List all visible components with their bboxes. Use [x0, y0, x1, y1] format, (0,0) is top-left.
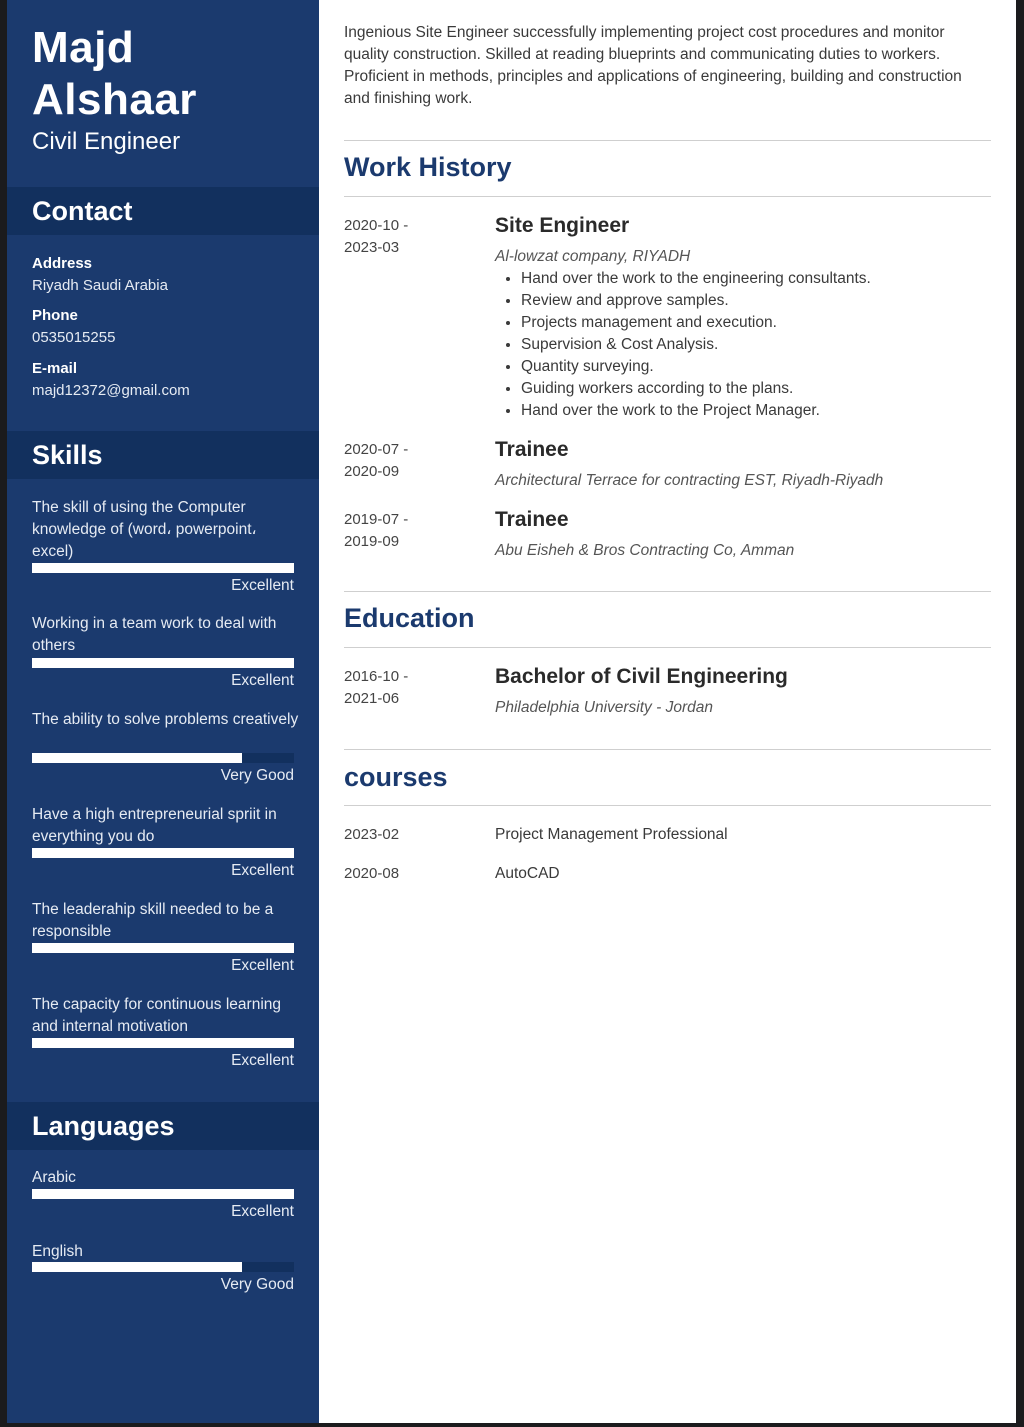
languages-heading: Languages: [32, 1111, 175, 1141]
job-date-end: 2019-09: [344, 533, 400, 550]
languages-band: [7, 1102, 319, 1150]
course-name: AutoCAD: [495, 865, 560, 882]
contact-band: [7, 187, 319, 235]
skill-bar-fill: [32, 848, 294, 858]
job-company: Al-lowzat company, RIYADH: [495, 248, 691, 265]
language-bar: [32, 1262, 294, 1272]
skill-text: Have a high entrepreneurial spriit in everything you do: [32, 806, 277, 845]
divider: [344, 140, 991, 141]
language-bar-fill: [32, 1189, 294, 1199]
job-company: Abu Eisheh & Bros Contracting Co, Amman: [495, 542, 795, 559]
phone-label: Phone: [32, 307, 78, 324]
job-date-start: 2020-10 -: [344, 217, 409, 234]
duty-item: • Hand over the work to the engineering consultants.: [521, 268, 871, 290]
divider: [344, 749, 991, 750]
job-date-start: 2020-07 -: [344, 441, 409, 458]
skill-bar: [32, 658, 294, 668]
address-value: Riyadh Saudi Arabia: [32, 277, 168, 294]
skill-bar-fill: [32, 753, 242, 763]
skill-text: The capacity for continuous learning and internal motivation: [32, 996, 282, 1035]
duty-item: • Projects management and execution.: [521, 312, 871, 334]
skills-band: [7, 431, 319, 479]
duty-item: • Hand over the work to the Project Manager.: [521, 400, 871, 422]
course-date: 2020-08: [344, 865, 400, 882]
duty-item: • Guiding workers according to the plans.: [521, 378, 871, 400]
job-date-start: 2019-07 -: [344, 511, 409, 528]
skill-bar-fill: [32, 563, 294, 573]
duty-item: • Supervision & Cost Analysis.: [521, 334, 871, 356]
resume-page: [7, 0, 1016, 1423]
education-heading: Education: [344, 603, 475, 633]
skill-bar: [32, 563, 294, 573]
skill-text: Working in a team work to deal with others: [32, 615, 277, 654]
skills-heading: Skills: [32, 440, 103, 470]
education-date-end: 2021-06: [344, 690, 400, 707]
education-date-start: 2016-10 -: [344, 668, 409, 685]
divider: [344, 805, 991, 806]
courses-heading: courses: [344, 762, 448, 792]
skill-level: Excellent: [231, 577, 294, 594]
job-date-end: 2023-03: [344, 239, 400, 256]
skill-level: Excellent: [231, 1052, 294, 1069]
job-title: Site Engineer: [495, 214, 630, 237]
candidate-name: [32, 22, 197, 126]
skill-bar: [32, 1038, 294, 1048]
job-title-header: Civil Engineer: [32, 128, 181, 155]
sidebar: [7, 0, 319, 1423]
skill-bar: [32, 753, 294, 763]
skill-bar: [32, 943, 294, 953]
language-level: Excellent: [231, 1203, 294, 1220]
skill-level: Excellent: [231, 862, 294, 879]
email-label: E-mail: [32, 360, 78, 377]
education-degree: Bachelor of Civil Engineering: [495, 665, 788, 688]
email-value[interactable]: majd12372@gmail.com: [32, 382, 190, 399]
language-bar-fill: [32, 1262, 242, 1272]
last-name: Alshaar: [32, 75, 197, 124]
skill-level: Excellent: [231, 957, 294, 974]
job-title: Trainee: [495, 508, 569, 531]
job-date: [344, 215, 454, 259]
address-label: Address: [32, 255, 93, 272]
divider: [344, 647, 991, 648]
work-history-heading: Work History: [344, 152, 512, 182]
skill-bar-fill: [32, 1038, 294, 1048]
language-bar: [32, 1189, 294, 1199]
skill-text: The leaderahip skill needed to be a responsible: [32, 901, 274, 940]
divider: [344, 196, 991, 197]
job-date: [344, 439, 454, 483]
phone-value[interactable]: 0535015255: [32, 329, 116, 346]
divider: [344, 591, 991, 592]
duty-item: • Quantity surveying.: [521, 356, 871, 378]
skill-level: Very Good: [220, 767, 294, 784]
skill-text: The skill of using the Computer knowledge of (word، powerpoint، excel): [32, 499, 257, 560]
job-duties: [495, 268, 871, 422]
duty-item: • Review and approve samples.: [521, 290, 871, 312]
job-company: Architectural Terrace for contracting EST, Riyadh-Riyadh: [495, 472, 884, 489]
skill-text: The ability to solve problems creatively: [32, 711, 299, 728]
skill-bar: [32, 848, 294, 858]
course-date: 2023-02: [344, 826, 400, 843]
education-date: [344, 666, 454, 710]
language-name: English: [32, 1243, 83, 1260]
first-name: Majd: [32, 23, 135, 72]
course-name: Project Management Professional: [495, 826, 728, 843]
language-level: Very Good: [220, 1276, 294, 1293]
skill-bar-fill: [32, 658, 294, 668]
skill-level: Excellent: [231, 672, 294, 689]
skill-bar-fill: [32, 943, 294, 953]
job-title: Trainee: [495, 438, 569, 461]
language-name: Arabic: [32, 1169, 76, 1186]
summary-text: Ingenious Site Engineer successfully implementing project cost procedures and monitor quality construction. Skilled at reading blueprints and communicating duties to workers. Proficient in methods, principles and applications of engineering, building and construction and finishing work.: [344, 24, 962, 107]
job-date-end: 2020-09: [344, 463, 400, 480]
job-date: [344, 509, 454, 553]
contact-heading: Contact: [32, 196, 133, 226]
education-school: Philadelphia University - Jordan: [495, 699, 713, 716]
